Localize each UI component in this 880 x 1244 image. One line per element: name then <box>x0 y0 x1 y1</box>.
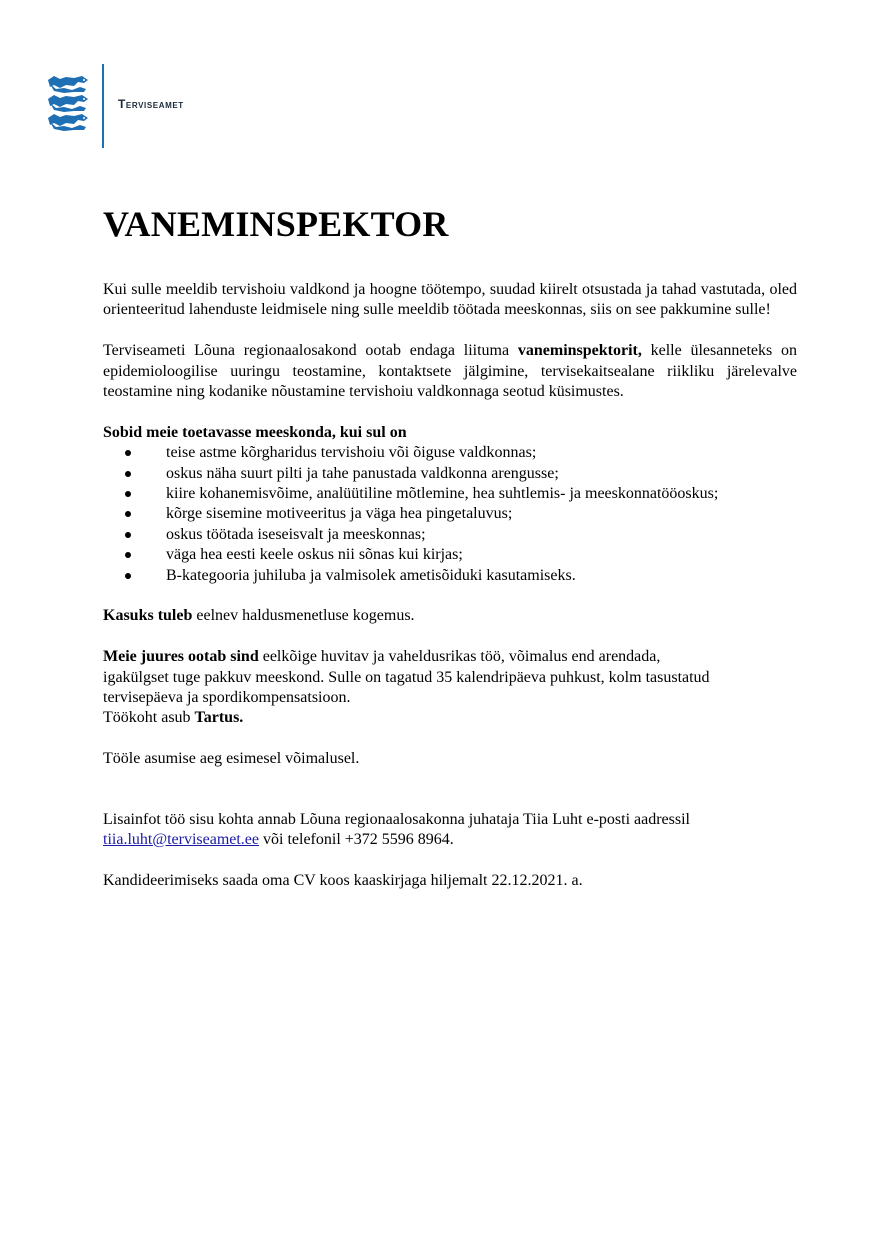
role-text-before: Terviseameti Lõuna regionaalosakond ootab endaga liituma <box>103 342 518 360</box>
bullet-icon <box>125 450 131 456</box>
list-item: oskus töötada iseseisvalt ja meeskonnas; <box>103 525 797 545</box>
role-paragraph <box>103 341 797 402</box>
role-text-after: kelle ülesanneteks on epidemioloogilise uuringu teostamine, kontaktsete jälgimine, tervisekaitsealane riikliku järelevalve teostamine ning kodanike nõustamine tervishoiu valdkonnaga seotud küsimustes. <box>103 342 798 401</box>
bullet-icon <box>125 511 131 517</box>
list-item: teise astme kõrgharidus tervishoiu või õiguse valdkonnas; <box>103 443 797 463</box>
list-item: oskus näha suurt pilti ja tahe panustada valdkonna arengusse; <box>103 464 797 484</box>
page-title: VANEMINSPEKTOR <box>103 204 449 244</box>
list-item: väga hea eesti keele oskus nii sõnas kui kirjas; <box>103 545 797 565</box>
location-text: Töökoht asub <box>103 709 195 727</box>
location-city: Tartus. <box>194 709 244 727</box>
bullet-icon <box>125 573 131 579</box>
organization-name: Terviseamet <box>118 97 184 111</box>
bullet-icon <box>125 491 131 497</box>
start-date-paragraph: Tööle asumise aeg esimesel võimalusel. <box>103 750 360 768</box>
contact-email-link[interactable]: tiia.luht@terviseamet.ee <box>103 830 260 848</box>
intro-paragraph: Kui sulle meeldib tervishoiu valdkond ja hoogne töötempo, suudad kiirelt otsustada ja tahad vastutada, oled orienteeritud lahenduste leidmisele ning sulle meeldib töötada meeskonnas, siis on see pakkumine sulle! <box>103 281 797 319</box>
logo-divider <box>102 64 104 148</box>
role-title-bold: vaneminspektorit, <box>517 342 642 360</box>
list-item: kiire kohanemisvõime, analüütiline mõtlemine, hea suhtlemis- ja meeskonnatööoskus; <box>103 484 797 504</box>
bullet-icon <box>125 471 131 477</box>
requirements-list <box>103 443 797 586</box>
bullet-icon <box>125 552 131 558</box>
list-item: kõrge sisemine motiveeritus ja väga hea pingetaluvus; <box>103 504 797 524</box>
list-item: B-kategooria juhiluba ja valmisolek ametisõiduki kasutamiseks. <box>103 566 797 586</box>
contact-paragraph: Lisainfot töö sisu kohta annab Lõuna regionaalosakonna juhataja Tiia Luht e-posti aadressil tiia.luht@terviseamet.ee või telefonil +372 5596 8964. <box>103 810 690 848</box>
document-body <box>103 280 797 891</box>
bullet-icon <box>125 532 131 538</box>
apply-paragraph: Kandideerimiseks saada oma CV koos kaaskirjaga hiljemalt 22.12.2021. a. <box>103 871 583 889</box>
offer-paragraph: Meie juures ootab sind eelkõige huvitav ja vaheldusrikas töö, võimalus end arendada, igakülgset tuge pakkuv meeskond. Sulle on tagatud 35 kalendripäeva puhkust, kolm tasustatud tervisepäeva ja spordikompensatsioon. Töökoht asub Tartus. <box>103 648 710 727</box>
requirements-heading: Sobid meie toetavasse meeskonda, kui sul on <box>103 423 407 441</box>
advantage-paragraph: Kasuks tuleb eelnev haldusmenetluse kogemus. <box>103 607 415 625</box>
coat-of-arms-logo-icon <box>44 74 92 136</box>
